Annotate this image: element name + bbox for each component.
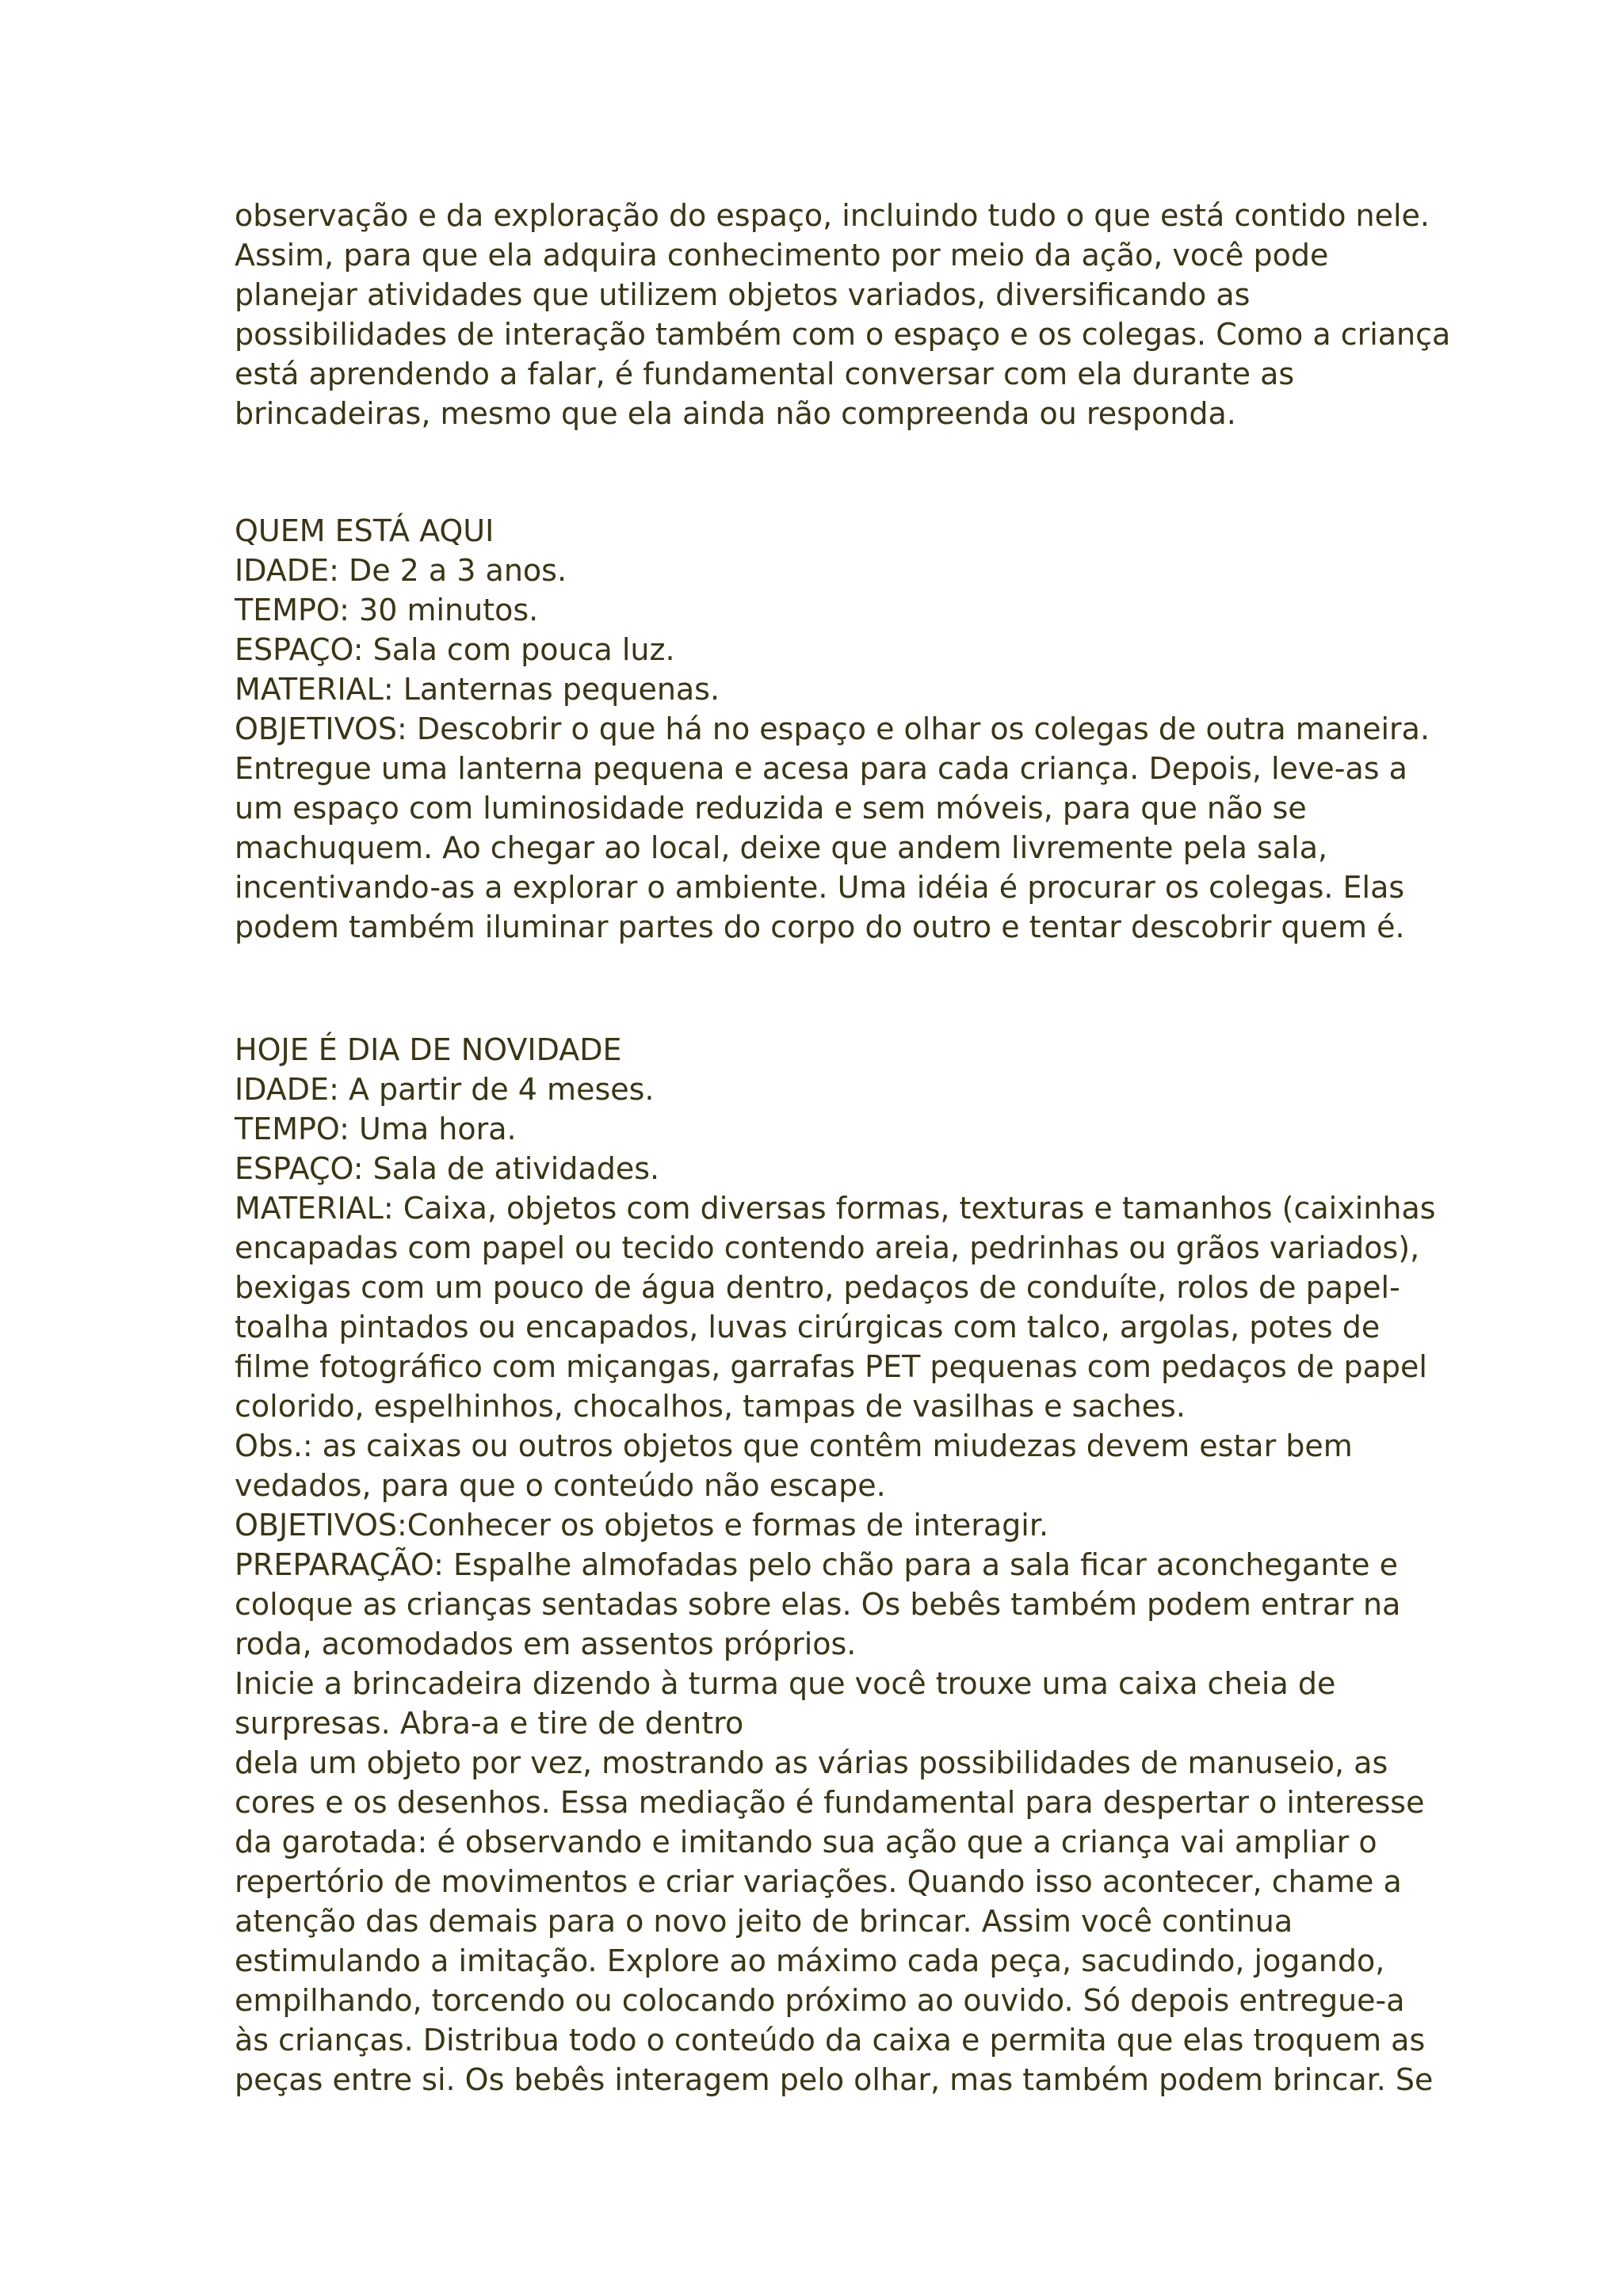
- text-line: bexigas com um pouco de água dentro, pedaços de conduíte, rolos de papel-: [235, 1270, 1400, 1305]
- activity-quem-esta-aqui: [235, 511, 1430, 947]
- text-line: empilhando, torcendo ou colocando próximo ao ouvido. Só depois entregue-a: [235, 1983, 1405, 2018]
- activity-space: ESPAÇO: Sala de atividades.: [235, 1151, 660, 1186]
- text-line: coloque as crianças sentadas sobre elas. Os bebês também podem entrar na: [235, 1587, 1401, 1622]
- text-line: Assim, para que ela adquira conhecimento por meio da ação, você pode: [235, 238, 1329, 273]
- text-line: machuquem. Ao chegar ao local, deixe que andem livremente pela sala,: [235, 830, 1328, 865]
- activity-note: Obs.: as caixas ou outros objetos que contêm miudezas devem estar bem: [235, 1428, 1353, 1463]
- text-line: cores e os desenhos. Essa mediação é fundamental para despertar o interesse: [235, 1785, 1425, 1820]
- activity-title: HOJE É DIA DE NOVIDADE: [235, 1032, 622, 1067]
- intro-paragraph: [235, 196, 1451, 433]
- text-line: observação e da exploração do espaço, incluindo tudo o que está contido nele.: [235, 198, 1430, 233]
- text-line: surpresas. Abra-a e tire de dentro: [235, 1706, 744, 1741]
- activity-objectives: OBJETIVOS:Conhecer os objetos e formas de interagir.: [235, 1508, 1049, 1543]
- text-line: incentivando-as a explorar o ambiente. Uma idéia é procurar os colegas. Elas: [235, 870, 1405, 905]
- text-line: às crianças. Distribua todo o conteúdo da caixa e permita que elas troquem as: [235, 2023, 1426, 2058]
- activity-space: ESPAÇO: Sala com pouca luz.: [235, 632, 675, 667]
- text-line: planejar atividades que utilizem objetos variados, diversificando as: [235, 277, 1251, 312]
- text-line: colorido, espelhinhos, chocalhos, tampas de vasilhas e saches.: [235, 1389, 1186, 1424]
- text-line: da garotada: é observando e imitando sua ação que a criança vai ampliar o: [235, 1825, 1377, 1859]
- activity-age: IDADE: De 2 a 3 anos.: [235, 553, 567, 588]
- text-line: podem também iluminar partes do corpo do outro e tentar descobrir quem é.: [235, 910, 1405, 944]
- activity-objectives: OBJETIVOS: Descobrir o que há no espaço e olhar os colegas de outra maneira.: [235, 711, 1430, 746]
- activity-title: QUEM ESTÁ AQUI: [235, 513, 495, 548]
- activity-hoje-e-dia-de-novidade: [235, 1030, 1436, 2100]
- text-line: peças entre si. Os bebês interagem pelo olhar, mas também podem brincar. Se: [235, 2062, 1434, 2097]
- activity-material: MATERIAL: Caixa, objetos com diversas formas, texturas e tamanhos (caixinhas: [235, 1191, 1436, 1226]
- text-line: possibilidades de interação também com o espaço e os colegas. Como a criança: [235, 317, 1451, 352]
- activity-material: MATERIAL: Lanternas pequenas.: [235, 672, 720, 707]
- text-line: dela um objeto por vez, mostrando as várias possibilidades de manuseio, as: [235, 1745, 1388, 1780]
- text-line: estimulando a imitação. Explore ao máximo cada peça, sacudindo, jogando,: [235, 1943, 1385, 1978]
- text-line: atenção das demais para o novo jeito de brincar. Assim você continua: [235, 1904, 1293, 1939]
- text-line: vedados, para que o conteúdo não escape.: [235, 1468, 886, 1503]
- text-line: encapadas com papel ou tecido contendo areia, pedrinhas ou grãos variados),: [235, 1230, 1420, 1265]
- text-line: filme fotográfico com miçangas, garrafas PET pequenas com pedaços de papel: [235, 1349, 1427, 1384]
- text-line: roda, acomodados em assentos próprios.: [235, 1627, 857, 1661]
- activity-time: TEMPO: Uma hora.: [235, 1112, 517, 1146]
- text-line: está aprendendo a falar, é fundamental conversar com ela durante as: [235, 357, 1295, 391]
- text-line: brincadeiras, mesmo que ela ainda não compreenda ou responda.: [235, 396, 1236, 431]
- text-line: Inicie a brincadeira dizendo à turma que você trouxe uma caixa cheia de: [235, 1666, 1336, 1701]
- text-line: Entregue uma lanterna pequena e acesa para cada criança. Depois, leve-as a: [235, 751, 1407, 786]
- activity-time: TEMPO: 30 minutos.: [235, 593, 539, 627]
- activity-preparation: PREPARAÇÃO: Espalhe almofadas pelo chão para a sala ficar aconchegante e: [235, 1547, 1399, 1582]
- text-line: toalha pintados ou encapados, luvas cirúrgicas com talco, argolas, potes de: [235, 1310, 1381, 1344]
- text-line: repertório de movimentos e criar variações. Quando isso acontecer, chame a: [235, 1864, 1402, 1899]
- activity-age: IDADE: A partir de 4 meses.: [235, 1072, 655, 1107]
- text-line: um espaço com luminosidade reduzida e sem móveis, para que não se: [235, 791, 1307, 826]
